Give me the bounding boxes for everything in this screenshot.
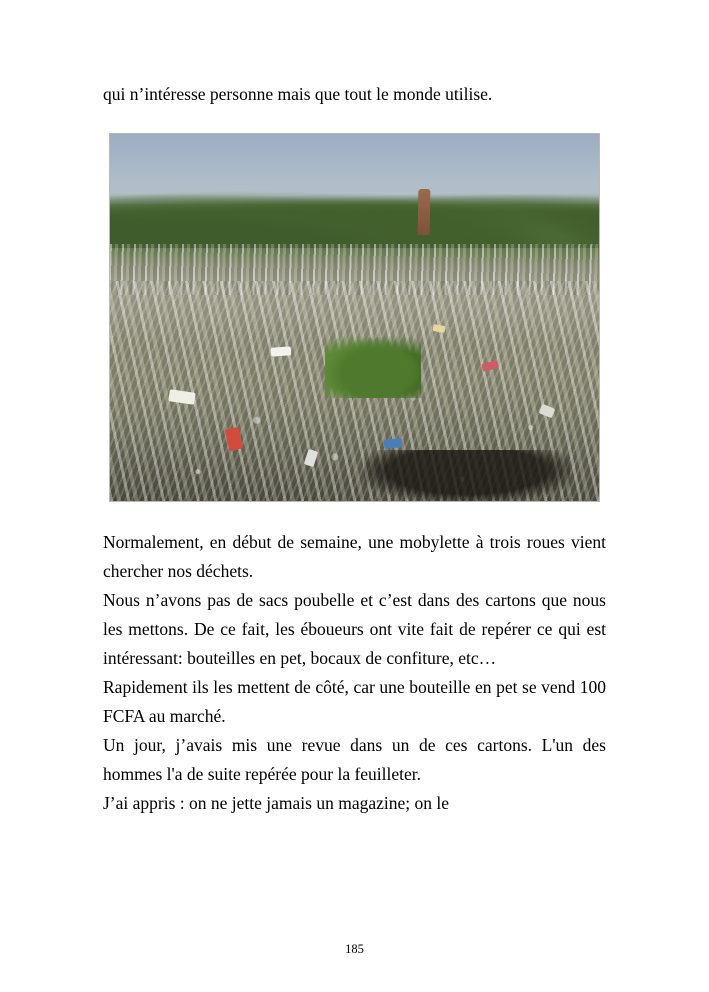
- figure-landfill-photo: [109, 133, 600, 502]
- photo-green-bush: [325, 336, 421, 398]
- photo-litter-item: [383, 438, 402, 449]
- paragraph-collection: Normalement, en début de semaine, une mobylette à trois roues vient chercher nos déchets.: [103, 532, 606, 581]
- paragraph-cartons: Nous n’avons pas de sacs poubelle et c’est dans des cartons que nous les mettons. De ce fait, les éboueurs ont vite fait de repérer ce qui est intéressant: bouteilles en pet, bocaux de confiture, etc…: [103, 590, 606, 668]
- paragraph-magazine: Un jour, j’avais mis une revue dans un de ces cartons. L'un des hommes l'a de suite repérée pour la feuilleter.: [103, 735, 606, 784]
- photo-treeline: [110, 185, 599, 247]
- photo-image: [110, 134, 599, 501]
- page-number: 185: [345, 942, 364, 956]
- paragraph-bottles: Rapidement ils les mettent de côté, car une bouteille en pet se vend 100 FCFA au marché.: [103, 677, 606, 726]
- paragraph-intro: qui n’intéresse personne mais que tout le monde utilise.: [103, 84, 493, 104]
- photo-litter-item: [271, 346, 292, 356]
- page-content: [103, 80, 606, 818]
- text-after-figure: [103, 528, 606, 818]
- photo-termite-mound: [418, 189, 431, 235]
- photo-burnt-patch: [364, 450, 569, 501]
- paragraph-lesson: J’ai appris : on ne jette jamais un magazine; on le: [103, 793, 450, 813]
